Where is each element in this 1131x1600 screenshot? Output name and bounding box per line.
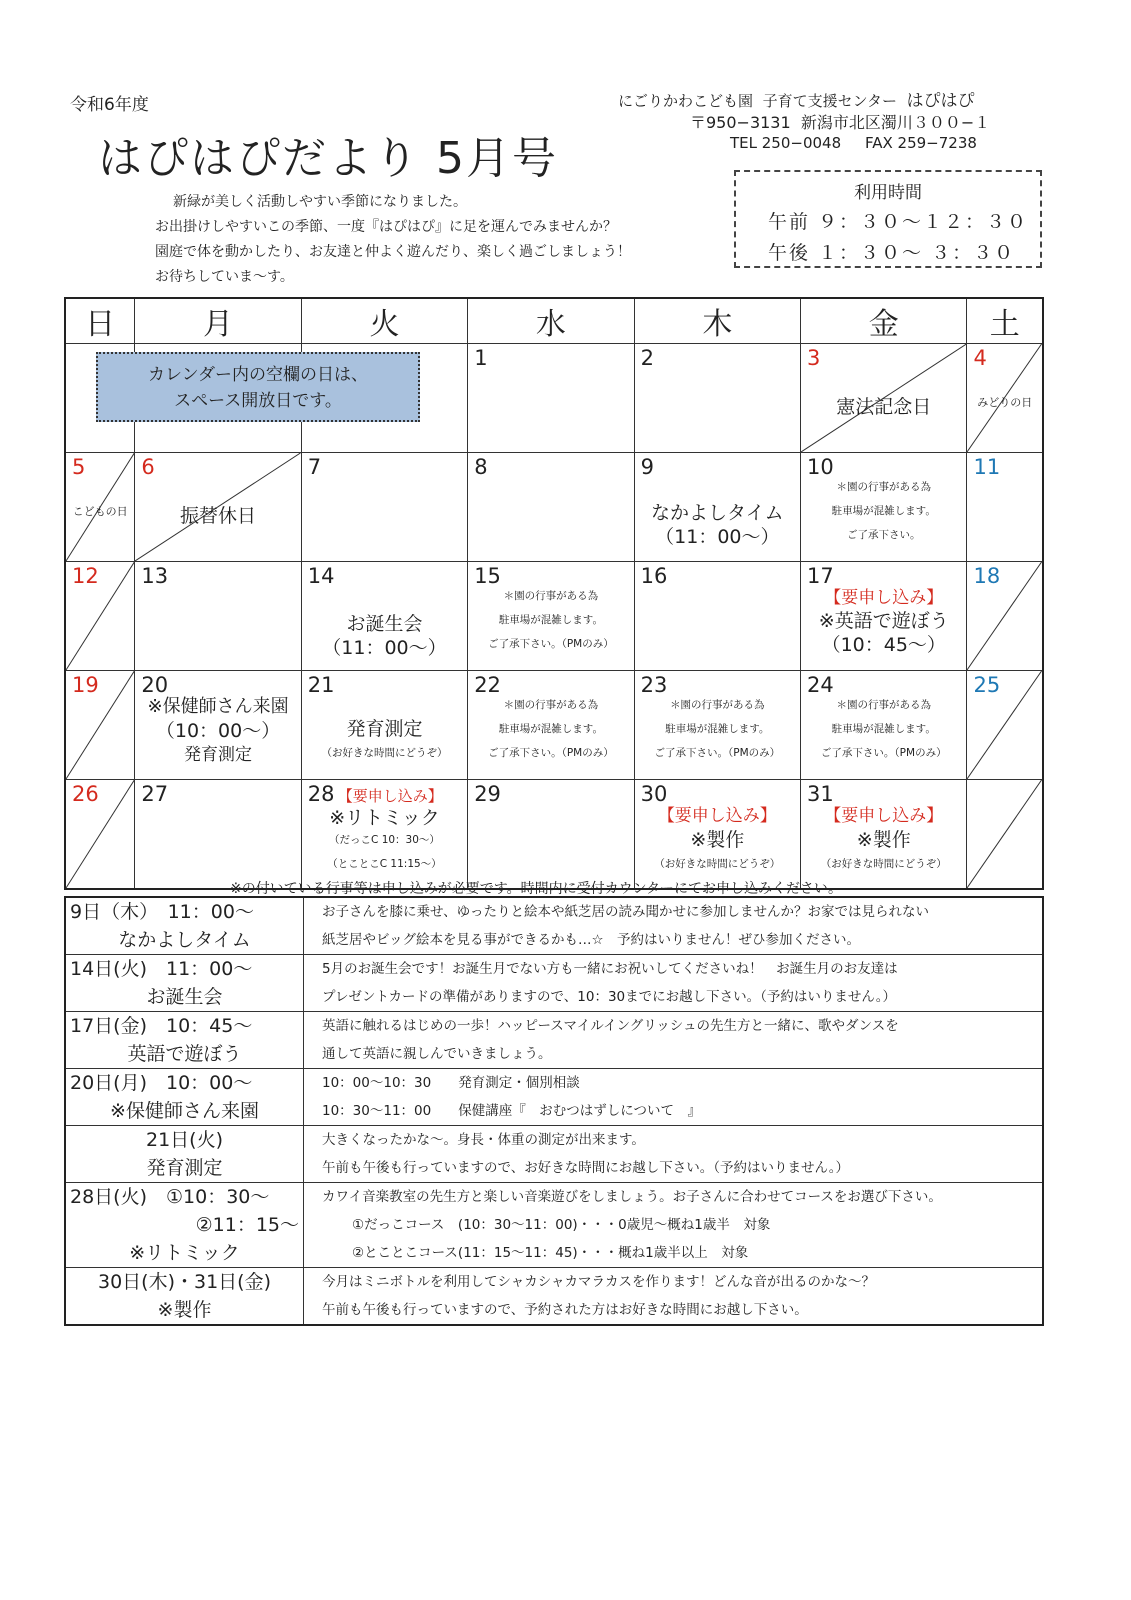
- parking-note: ＊園の行事がある為: [503, 699, 599, 711]
- event-name: ※英語で遊ぼう: [818, 610, 949, 632]
- detail-row: [65, 1012, 1043, 1069]
- day-cell-holiday: [967, 344, 1043, 453]
- day-number: 28: [307, 782, 335, 806]
- day-cell: [468, 671, 634, 780]
- day-cell: [634, 562, 800, 671]
- detail-date: 30日(木)・31日(金): [97, 1271, 271, 1293]
- hours-pm: 午後 １：３０〜 ３：３０: [768, 242, 1016, 264]
- apply-required: 【要申し込み】: [657, 806, 777, 826]
- event-time: （10：45〜）: [821, 634, 946, 656]
- notice-line: カレンダー内の空欄の日は、: [148, 365, 368, 385]
- detail-event-name: 英語で遊ぼう: [127, 1043, 242, 1065]
- detail-date: 20日(月) 10：00〜: [70, 1072, 253, 1094]
- detail-description: [304, 1069, 1044, 1126]
- day-number: 17: [807, 564, 834, 588]
- day-cell: [801, 780, 967, 890]
- hours-am: 午前 ９：３０〜１２：３０: [768, 211, 1029, 233]
- detail-row: [65, 1069, 1043, 1126]
- day-number: 20: [141, 673, 169, 697]
- day-cell: [301, 453, 467, 562]
- detail-event-name: ※リトミック: [129, 1242, 240, 1264]
- detail-line: 5月のお誕生会です！お誕生月でない方も一緒にお祝いしてくださいね！ お誕生月のお友達は: [322, 961, 898, 977]
- day-number: 19: [72, 673, 99, 697]
- day-cell: [301, 671, 467, 780]
- day-cell: [967, 562, 1043, 671]
- weekday-sun: 日: [65, 298, 135, 344]
- parking-note: 駐車場が混雑します。: [498, 723, 603, 735]
- day-cell: [634, 344, 800, 453]
- day-number: 23: [640, 673, 668, 697]
- detail-line: 大きくなったかな〜。身長・体重の測定が出来ます。: [322, 1132, 645, 1148]
- fax: FAX 259−7238: [864, 134, 977, 152]
- day-cell: [135, 562, 301, 671]
- day-number: 11: [973, 455, 1001, 479]
- detail-description: [304, 1012, 1044, 1069]
- detail-date: 21日(火): [145, 1129, 223, 1151]
- detail-label: [65, 897, 304, 955]
- detail-description: [304, 1268, 1044, 1326]
- holiday-name: 憲法記念日: [836, 396, 932, 418]
- detail-date: 9日（木） 11：00〜: [70, 901, 254, 923]
- closed-slash: [967, 780, 1042, 888]
- event-note: （お好きな時間にどうぞ）: [654, 858, 781, 870]
- day-number: 12: [72, 564, 99, 588]
- weekday-fri: 金: [801, 298, 967, 344]
- detail-label: [65, 1268, 304, 1326]
- hours-title: 利用時間: [854, 183, 922, 203]
- facility-name: はぴはぴ: [906, 91, 975, 111]
- day-cell: [468, 562, 634, 671]
- detail-event-name: お誕生会: [146, 986, 223, 1008]
- detail-event-name: ※保健師さん来園: [110, 1100, 259, 1122]
- detail-label: [65, 955, 304, 1012]
- day-cell: [135, 671, 301, 780]
- event-note: （だっこC 10：30〜）: [329, 834, 440, 846]
- calendar-week: [65, 780, 1043, 890]
- holiday-name: こどもの日: [72, 505, 128, 518]
- calendar-week: [65, 562, 1043, 671]
- event-time: （11：00〜）: [322, 637, 447, 659]
- event-note: （お好きな時間にどうぞ）: [820, 858, 947, 870]
- day-cell: [634, 671, 800, 780]
- detail-row: [65, 897, 1043, 955]
- parking-note: ＊園の行事がある為: [670, 699, 765, 711]
- detail-line: お子さんを膝に乗せ、ゆったりと絵本や紙芝居の読み聞かせに参加しませんか？お家では見られない: [322, 904, 929, 920]
- apply-required: 【要申し込み】: [824, 806, 944, 826]
- detail-row: [65, 1183, 1043, 1268]
- parking-note: ご了承下さい。: [846, 529, 921, 541]
- detail-row: [65, 1126, 1043, 1183]
- day-cell-holiday: [135, 453, 301, 562]
- detail-description: [304, 1126, 1044, 1183]
- event-name: ※製作: [690, 829, 745, 851]
- event-name: 発育測定: [184, 745, 253, 765]
- detail-line: 紙芝居やビッグ絵本を見る事ができるかも…☆ 予約はいりません！ぜひ参加ください。: [322, 932, 861, 948]
- parking-note: 駐車場が混雑します。: [498, 614, 603, 626]
- weekday-mon: 月: [135, 298, 301, 344]
- opening-hours-box: [734, 170, 1042, 268]
- day-cell: [634, 780, 800, 890]
- day-number: 22: [474, 673, 501, 697]
- detail-line: 10：30〜11：00 保健講座『 おむつはずしについて 』: [322, 1103, 701, 1119]
- parking-note: ご了承下さい。（PMのみ）: [488, 747, 614, 759]
- day-number: 10: [807, 455, 834, 479]
- tel: TEL 250−0048: [730, 134, 842, 152]
- detail-line: 今月はミニボトルを利用してシャカシャカマラカスを作ります！どんな音が出るのかな〜？: [322, 1274, 875, 1290]
- detail-line: カワイ音楽教室の先生方と楽しい音楽遊びをしましょう。お子さんに合わせてコースをお選び下さい。: [322, 1189, 942, 1205]
- detail-description: [304, 955, 1044, 1012]
- weekday-tue: 火: [301, 298, 467, 344]
- day-number: 5: [72, 455, 86, 479]
- parking-note: ご了承下さい。（PMのみ）: [820, 747, 947, 759]
- event-details: [64, 896, 1044, 1326]
- parking-note: 駐車場が混雑します。: [831, 505, 936, 517]
- day-cell: [801, 453, 967, 562]
- detail-event-name: なかよしタイム: [118, 929, 251, 951]
- detail-label: [65, 1183, 304, 1268]
- day-number: 25: [973, 673, 1001, 697]
- detail-line: 午前も午後も行っていますので、予約された方はお好きな時間にお越し下さい。: [322, 1302, 808, 1318]
- day-number: 15: [474, 564, 501, 588]
- day-cell: [967, 671, 1043, 780]
- event-note: （お好きな時間にどうぞ）: [321, 747, 448, 759]
- day-cell: [967, 780, 1043, 890]
- contact-line: [730, 134, 977, 152]
- day-cell: [468, 344, 634, 453]
- day-cell: [65, 780, 135, 890]
- detail-date: 14日(火) 11：00〜: [70, 958, 253, 980]
- intro-line: 新緑が美しく活動しやすい季節になりました。: [173, 194, 467, 210]
- weekday-wed: 水: [468, 298, 634, 344]
- weekday-sat: 土: [967, 298, 1043, 344]
- center-name: 子育て支援センター: [762, 92, 897, 110]
- event-name: なかよしタイム: [651, 502, 784, 524]
- detail-date-2: ②11：15〜: [195, 1214, 299, 1236]
- parking-note: ＊園の行事がある為: [836, 481, 931, 493]
- day-number: 6: [141, 455, 155, 479]
- weekday-thu: 木: [634, 298, 800, 344]
- newsletter-title: はぴはぴだより 5月号: [98, 133, 558, 184]
- day-cell: [65, 562, 135, 671]
- org-name: にごりかわこども園: [618, 92, 754, 110]
- detail-date: 28日(火) ①10：30〜: [70, 1186, 270, 1208]
- event-time: （11：00〜）: [655, 526, 780, 548]
- detail-description: [304, 897, 1044, 955]
- apply-required: 【要申し込み】: [337, 787, 443, 805]
- day-cell: [135, 780, 301, 890]
- calendar-week: [65, 453, 1043, 562]
- detail-row: [65, 955, 1043, 1012]
- detail-event-name: ※製作: [157, 1299, 212, 1321]
- day-cell: [468, 780, 634, 890]
- holiday-name: 振替休日: [180, 505, 257, 527]
- day-number: 30: [640, 782, 668, 806]
- day-number: 14: [307, 564, 335, 588]
- day-number: 29: [474, 782, 501, 806]
- detail-line: 10：00〜10：30 発育測定・個別相談: [322, 1075, 580, 1091]
- detail-date: 17日(金) 10：45〜: [70, 1015, 253, 1037]
- notice-line: スペース開放日です。: [174, 391, 342, 411]
- day-cell: [301, 780, 467, 890]
- detail-line: 午前も午後も行っていますので、お好きな時間にお越し下さい。（予約はいりません。）: [322, 1160, 850, 1176]
- detail-label: [65, 1126, 304, 1183]
- detail-description: [304, 1183, 1044, 1268]
- calendar-week: [65, 671, 1043, 780]
- day-number: 1: [474, 346, 488, 370]
- organization: [618, 86, 975, 111]
- day-number: 31: [807, 782, 834, 806]
- event-name: ※リトミック: [329, 807, 440, 829]
- day-cell: [801, 671, 967, 780]
- day-cell-holiday: [65, 453, 135, 562]
- detail-line: プレゼントカードの準備がありますので、10：30までにお越し下さい。（予約はいりません。）: [322, 989, 896, 1005]
- event-name: 発育測定: [346, 718, 423, 740]
- address-line: [690, 110, 990, 133]
- day-number: 4: [973, 346, 987, 370]
- detail-line: ①だっこコース (10：30〜11：00)・・・0歳児〜概ね1歳半 対象: [352, 1217, 771, 1233]
- event-name: ※保健師さん来園: [147, 696, 289, 717]
- day-number: 24: [807, 673, 834, 697]
- fiscal-year: 令和6年度: [70, 95, 149, 115]
- detail-event-name: 発育測定: [146, 1157, 223, 1179]
- event-note: （とことこC 11:15〜）: [327, 858, 442, 870]
- postal-code: 〒950−3131: [690, 113, 791, 132]
- day-cell: [967, 453, 1043, 562]
- detail-label: [65, 1069, 304, 1126]
- detail-line: 通して英語に親しんでいきましょう。: [322, 1046, 552, 1062]
- day-cell: [634, 453, 800, 562]
- day-cell: [468, 453, 634, 562]
- day-number: 7: [307, 455, 322, 479]
- intro-line: お出掛けしやすいこの季節、一度『はぴはぴ』に足を運んでみませんか？: [155, 219, 617, 235]
- event-name: ※製作: [856, 829, 911, 851]
- detail-label: [65, 1012, 304, 1069]
- parking-note: ＊園の行事がある為: [503, 590, 599, 602]
- apply-required: 【要申し込み】: [824, 588, 944, 608]
- holiday-name: みどりの日: [977, 396, 1033, 409]
- parking-note: 駐車場が混雑します。: [665, 723, 770, 735]
- day-cell: [65, 671, 135, 780]
- parking-note: ご了承下さい。（PMのみ）: [488, 638, 614, 650]
- day-number: 26: [72, 782, 99, 806]
- day-number: 13: [141, 564, 169, 588]
- day-number: 18: [973, 564, 1001, 588]
- parking-note: ＊園の行事がある為: [836, 699, 931, 711]
- day-number: 8: [474, 455, 488, 479]
- event-name: お誕生会: [346, 613, 423, 635]
- day-cell: [801, 562, 967, 671]
- event-time: （10：00〜）: [155, 720, 281, 742]
- day-number: 2: [640, 346, 654, 370]
- intro-text: [155, 190, 631, 290]
- parking-note: 駐車場が混雑します。: [831, 723, 936, 735]
- intro-line: お待ちしていま〜す。: [155, 269, 294, 285]
- requirement-note: ※の付いている行事等は申し込みが必要です。時間内に受付カウンターにてお申し込みください。: [230, 881, 843, 897]
- day-number: 16: [640, 564, 668, 588]
- day-number: 3: [807, 346, 821, 370]
- intro-line: 園庭で体を動かしたり、お友達と仲よく遊んだり、楽しく過ごしましょう！: [155, 244, 631, 260]
- day-number: 9: [640, 455, 654, 479]
- address: 新潟市北区濁川３００−１: [800, 113, 991, 132]
- detail-line: 英語に触れるはじめの一歩！ハッピースマイルイングリッシュの先生方と一緒に、歌やダンスを: [322, 1018, 899, 1034]
- detail-row: [65, 1268, 1043, 1326]
- day-cell: [301, 562, 467, 671]
- day-number: 27: [141, 782, 169, 806]
- detail-line: ②とことこコース(11：15〜11：45)・・・概ね1歳半以上 対象: [352, 1245, 749, 1261]
- open-space-notice: [96, 352, 420, 422]
- day-cell-holiday: [801, 344, 967, 453]
- day-number: 21: [307, 673, 335, 697]
- parking-note: ご了承下さい。（PMのみ）: [654, 747, 781, 759]
- weekday-header: [65, 298, 1043, 344]
